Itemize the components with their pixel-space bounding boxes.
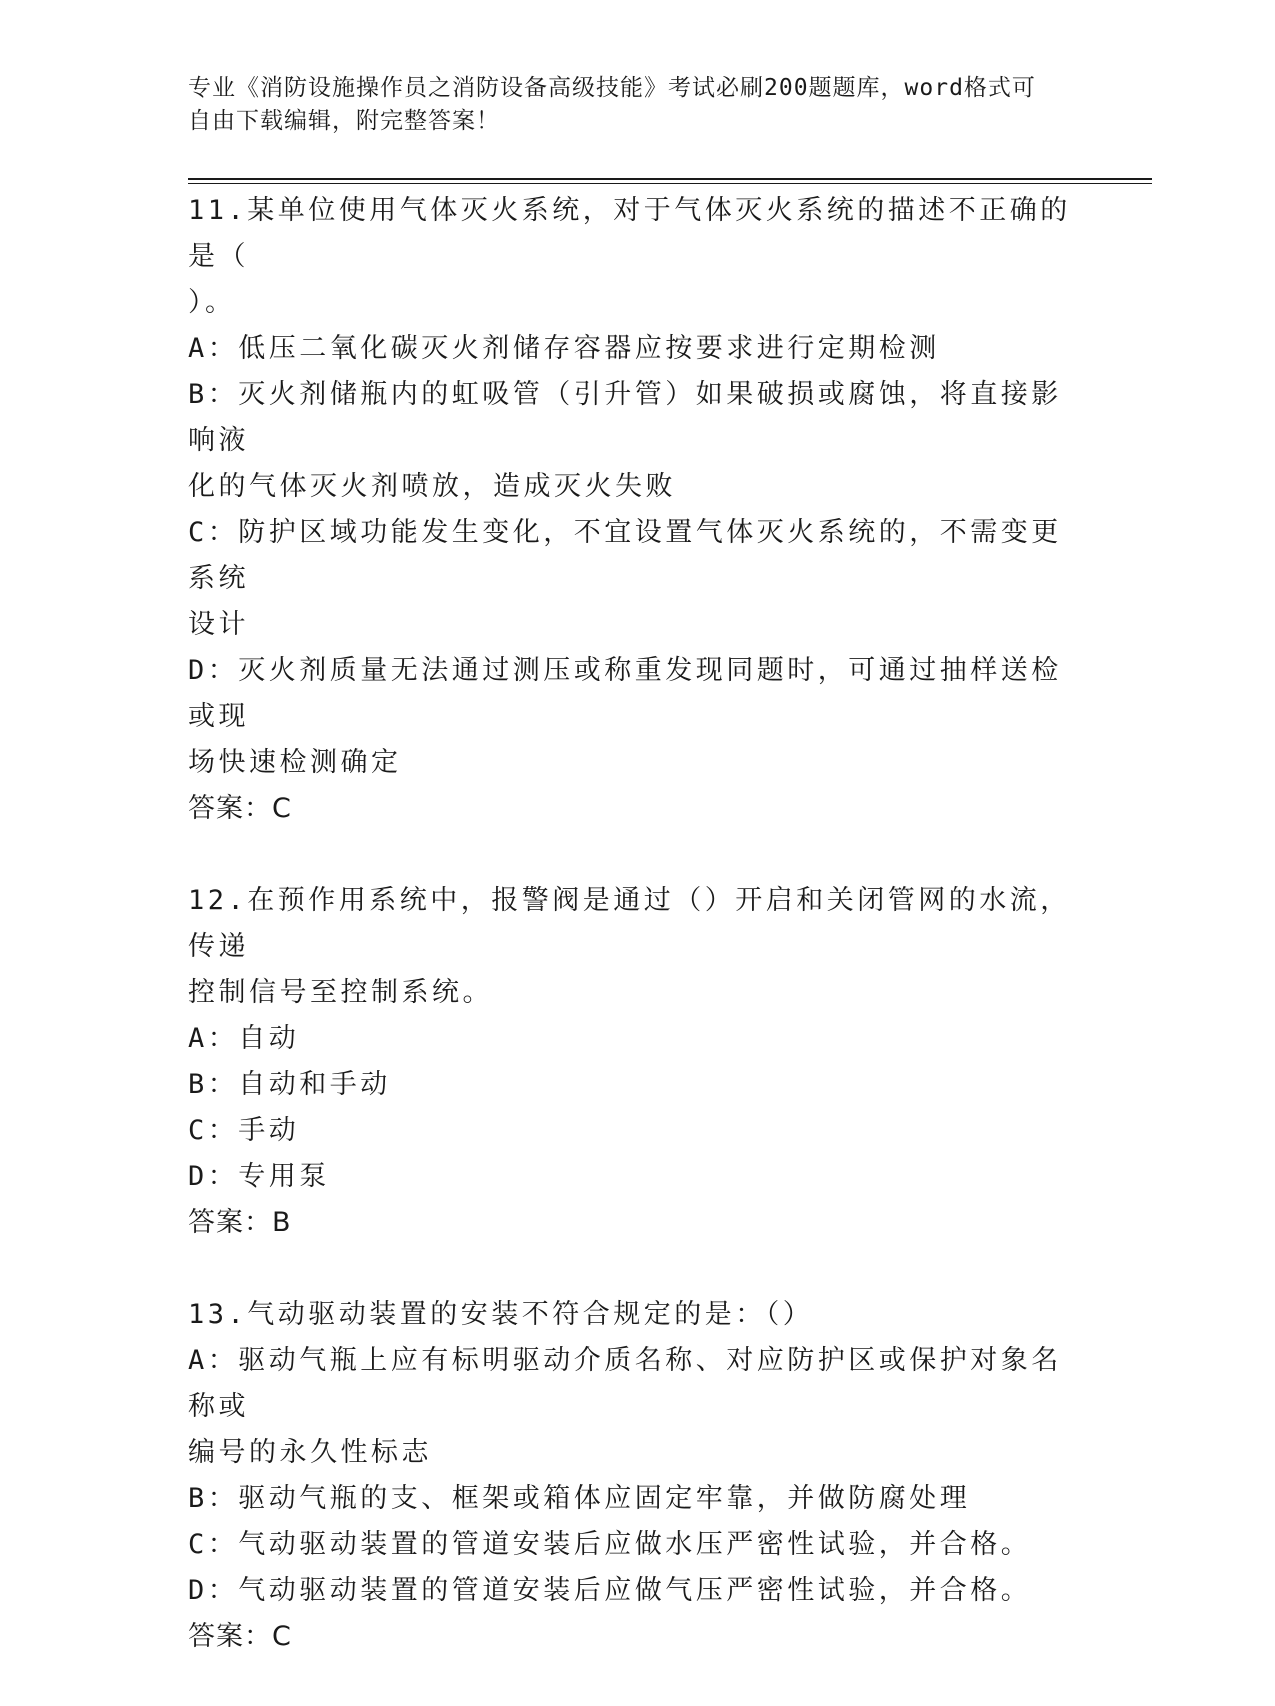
question-stem: 12.在预作用系统中，报警阀是通过（）开启和关闭管网的水流，传递 bbox=[188, 885, 1071, 962]
question-stem: 13.气动驱动装置的安装不符合规定的是：（） bbox=[188, 1299, 814, 1330]
option-a: A：低压二氧化碳灭火剂储存容器应按要求进行定期检测 bbox=[188, 333, 940, 364]
question-list bbox=[188, 188, 1078, 1706]
option-d: D：灭火剂质量无法通过测压或称重发现同题时，可通过抽样送检或现 bbox=[188, 655, 1062, 732]
option-a-continued: 编号的永久性标志 bbox=[188, 1437, 432, 1468]
option-d: D：专用泵 bbox=[188, 1161, 330, 1192]
page-header bbox=[188, 72, 1068, 138]
option-b-continued: 化的气体灭火剂喷放，造成灭火失败 bbox=[188, 471, 676, 502]
question-stem: 11.某单位使用气体灭火系统，对于气体灭火系统的描述不正确的是（ bbox=[188, 195, 1071, 272]
option-a: A：驱动气瓶上应有标明驱动介质名称、对应防护区或保护对象名称或 bbox=[188, 1345, 1062, 1422]
option-c: C：气动驱动装置的管道安装后应做水压严密性试验，并合格。 bbox=[188, 1529, 1032, 1560]
header-line-1: 专业《消防设施操作员之消防设备高级技能》考试必刷200题题库，word格式可 bbox=[188, 75, 1036, 101]
option-a: A：自动 bbox=[188, 1023, 300, 1054]
option-d: D：气动驱动装置的管道安装后应做气压严密性试验，并合格。 bbox=[188, 1575, 1032, 1606]
answer: 答案：C bbox=[188, 793, 292, 824]
option-c: C：手动 bbox=[188, 1115, 300, 1146]
header-divider-thick bbox=[188, 178, 1152, 180]
option-b: B：灭火剂储瓶内的虹吸管（引升管）如果破损或腐蚀，将直接影响液 bbox=[188, 379, 1062, 456]
option-c-continued: 设计 bbox=[188, 609, 249, 640]
question-stem: ）。 bbox=[188, 287, 236, 318]
option-b: B：驱动气瓶的支、框架或箱体应固定牢靠，并做防腐处理 bbox=[188, 1483, 971, 1514]
answer: 答案：C bbox=[188, 1621, 292, 1652]
option-d-continued: 场快速检测确定 bbox=[188, 747, 402, 778]
option-c: C：防护区域功能发生变化，不宜设置气体灭火系统的，不需变更系统 bbox=[188, 517, 1062, 594]
header-divider-thin bbox=[188, 183, 1152, 184]
header-line-2: 自由下载编辑，附完整答案！ bbox=[188, 108, 500, 134]
question-stem: 控制信号至控制系统。 bbox=[188, 977, 493, 1008]
answer: 答案：B bbox=[188, 1207, 292, 1238]
question-11 bbox=[188, 188, 1078, 832]
question-13 bbox=[188, 1292, 1078, 1660]
option-b: B：自动和手动 bbox=[188, 1069, 391, 1100]
question-12 bbox=[188, 878, 1078, 1246]
